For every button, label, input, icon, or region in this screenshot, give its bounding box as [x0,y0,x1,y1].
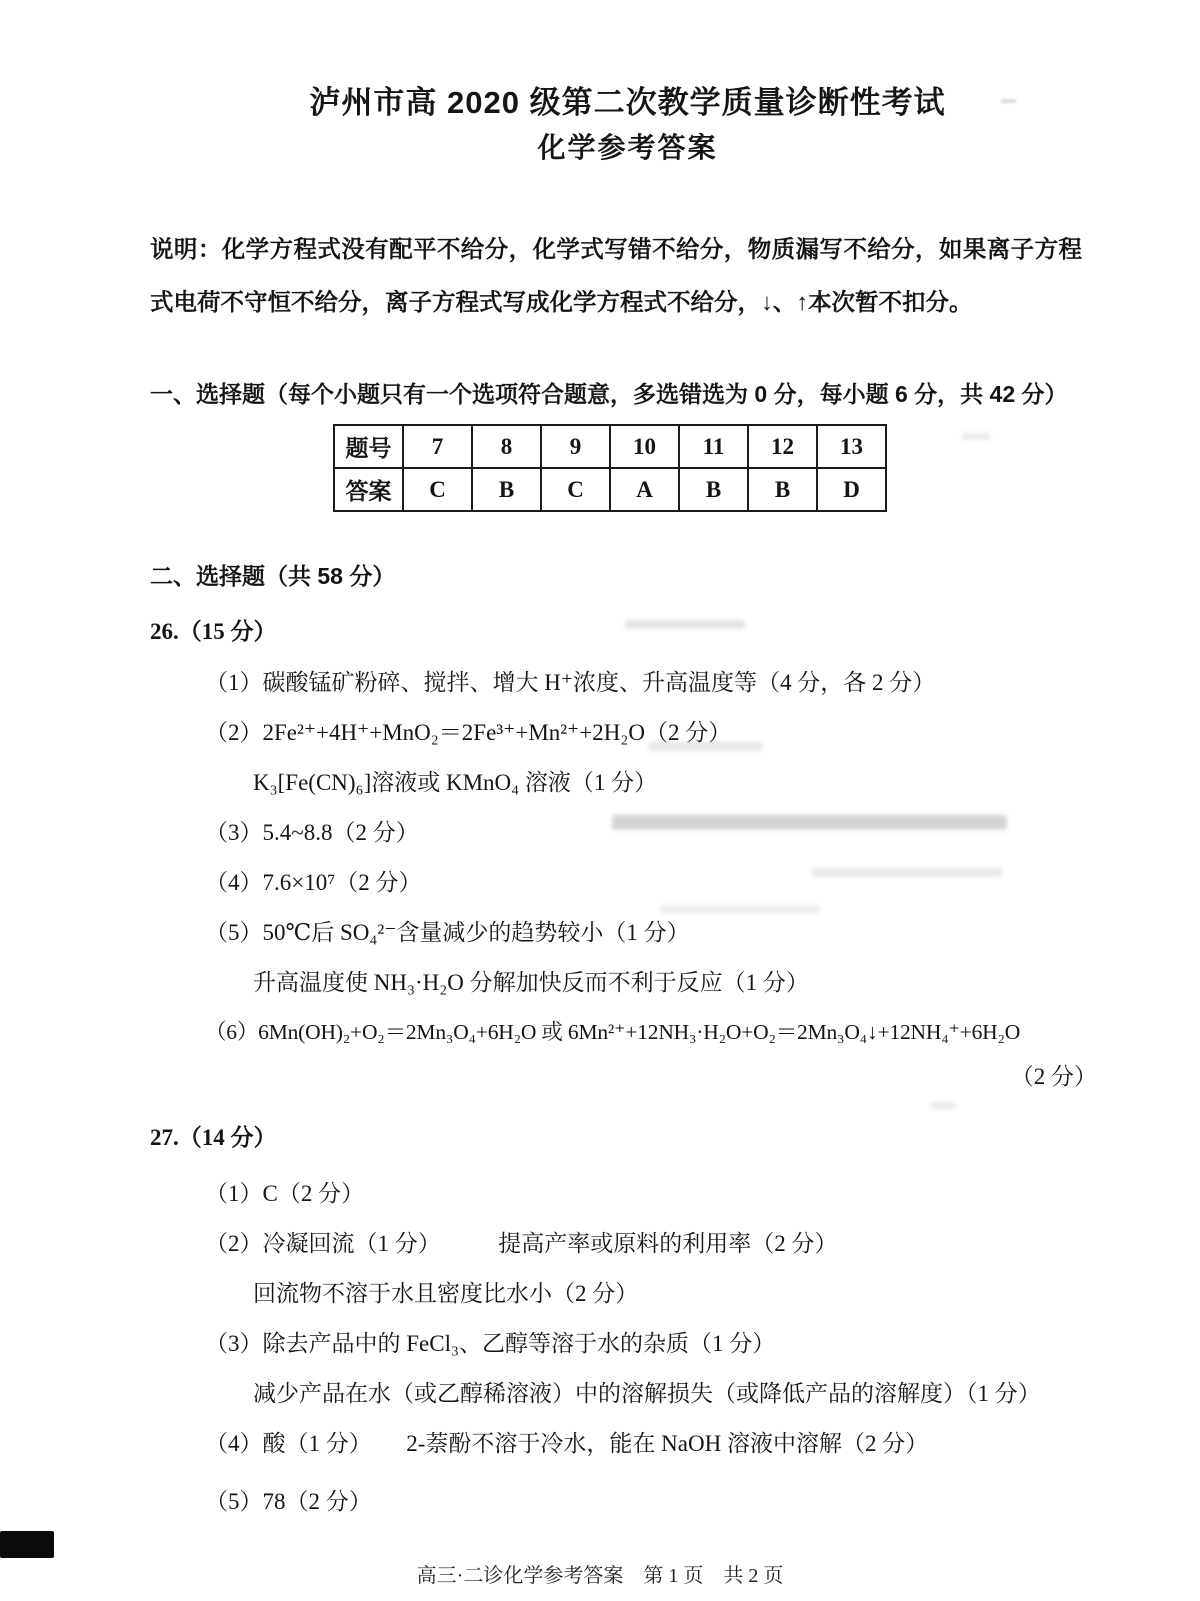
answer-line-q27-4: （4）酸（1 分） 2-萘酚不溶于冷水，能在 NaOH 溶液中溶解（2 分） [205,1431,929,1456]
answer-cell: A [610,468,679,511]
answer-line-q26-2b: K₃[Fe(CN)₆]溶液或 KMnO₄ 溶液（1 分） [253,770,658,795]
question-number-cell: 10 [610,425,679,468]
section1-heading: 一、选择题（每个小题只有一个选项符合题意，多选错选为 0 分，每小题 6 分，共 42 分） [150,381,1068,407]
section2-heading: 二、选择题（共 58 分） [150,563,396,589]
answer-line-q27-5: （5）78（2 分） [205,1489,372,1514]
question26-heading: 26.（15 分） [150,619,277,644]
question-number-cell: 13 [817,425,886,468]
grading-instructions-note: 说明：化学方程式没有配平不给分，化学式写错不给分，物质漏写不给分，如果离子方程式电荷不守恒不给分，离子方程式写成化学方程式不给分，↓、↑本次暂不扣分。 [150,237,1082,316]
answer-line-q26-1: （1）碳酸锰矿粉碎、搅拌、增大 H⁺浓度、升高温度等（4 分，各 2 分） [205,670,936,695]
question-number-cell: 12 [748,425,817,468]
row-label-answer: 答案 [334,468,403,511]
row-label-question-number: 题号 [334,425,403,468]
answer-line-q27-2: （2）冷凝回流（1 分） 提高产率或原料的利用率（2 分） [205,1231,838,1256]
answer-cell: C [403,468,472,511]
question-number-cell: 11 [679,425,748,468]
table-row-question-numbers [334,425,886,468]
multiple-choice-answer-table [333,424,887,512]
answer-line-q27-2b: 回流物不溶于水且密度比水小（2 分） [253,1281,639,1306]
question27-heading: 27.（14 分） [150,1125,277,1150]
answer-line-q26-6: （6）6Mn(OH)₂+O₂＝2Mn₃O₄+6H₂O 或 6Mn²⁺+12NH₃·H₂O+O₂＝2Mn₃O₄↓+12NH₄⁺+6H₂O [205,1020,1021,1044]
page-footer: 高三·二诊化学参考答案 第 1 页 共 2 页 [416,1565,784,1587]
answer-cell: B [679,468,748,511]
answer-line-q26-3: （3）5.4~8.8（2 分） [205,820,419,845]
document-title-line1: 泸州市高 2020 级第二次教学质量诊断性考试 [309,85,946,120]
answer-cell: B [748,468,817,511]
answer-line-q26-5b: 升高温度使 NH₃·H₂O 分解加快反而不利于反应（1 分） [253,970,809,995]
answer-cell: C [541,468,610,511]
answer-line-q26-4: （4）7.6×10⁷（2 分） [205,870,422,895]
answer-cell: B [472,468,541,511]
question-number-cell: 9 [541,425,610,468]
answer-line-q26-5: （5）50℃后 SO₄²⁻含量减少的趋势较小（1 分） [205,920,690,945]
question-number-cell: 7 [403,425,472,468]
scan-artifact-black-block [0,1531,54,1558]
answer-line-q26-6-score: （2 分） [1010,1064,1097,1089]
answer-line-q27-1: （1）C（2 分） [205,1181,365,1206]
answer-line-q26-2: （2）2Fe²⁺+4H⁺+MnO₂＝2Fe³⁺+Mn²⁺+2H₂O（2 分） [205,720,732,745]
question-number-cell: 8 [472,425,541,468]
answer-cell: D [817,468,886,511]
answer-line-q27-3: （3）除去产品中的 FeCl₃、乙醇等溶于水的杂质（1 分） [205,1331,776,1356]
document-title-line2: 化学参考答案 [537,132,718,163]
table-row-answers [334,468,886,511]
answer-line-q27-3b: 减少产品在水（或乙醇稀溶液）中的溶解损失（或降低产品的溶解度）（1 分） [253,1381,1041,1406]
